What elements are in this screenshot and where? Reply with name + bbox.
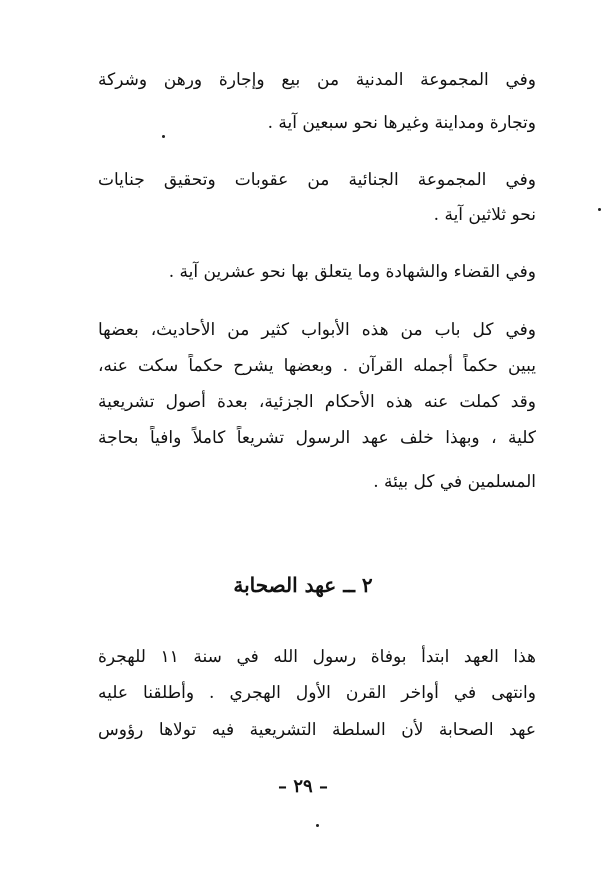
paragraph-2-line-1: وفي المجموعة الجنائية من عقوبات وتحقيق جنايات xyxy=(98,170,536,190)
paragraph-4-line-3: وقد كملت عنه هذه الأحكام الجزئية، بعدة أصول تشريعية xyxy=(98,392,536,412)
page-number: – ٢٩ – xyxy=(278,776,328,797)
section-heading: ٢ ــ عهد الصحابة xyxy=(233,573,373,597)
scan-speck xyxy=(162,135,165,138)
paragraph-4-line-2: يبين حكماً أجمله القرآن . وبعضها يشرح حكماً سكت عنه، xyxy=(98,356,536,376)
section-line-3: عهد الصحابة لأن السلطة التشريعية فيه تولاها رؤوس xyxy=(98,720,536,740)
section-line-2: وانتهى في أواخر القرن الأول الهجري . وأطلقنا عليه xyxy=(98,683,536,703)
paragraph-4-line-5: المسلمين في كل بيئة . xyxy=(373,472,536,492)
scan-speck xyxy=(316,824,319,827)
paragraph-1-line-2: وتجارة ومداينة وغيرها نحو سبعين آية . xyxy=(267,113,536,133)
section-line-1: هذا العهد ابتدأ بوفاة رسول الله في سنة ١١ للهجرة xyxy=(98,647,536,667)
paragraph-1-line-1: وفي المجموعة المدنية من بيع وإجارة ورهن وشركة xyxy=(98,70,536,90)
paragraph-2-line-2: نحو ثلاثين آية . xyxy=(433,205,536,225)
paragraph-4-line-4: كلية ، وبهذا خلف عهد الرسول تشريعاً كاملاً وافياً بحاجة xyxy=(98,428,536,448)
scan-speck xyxy=(598,208,601,211)
paragraph-3-line-1: وفي القضاء والشهادة وما يتعلق بها نحو عشرين آية . xyxy=(168,262,536,282)
paragraph-4-line-1: وفي كل باب من هذه الأبواب كثير من الأحاديث، بعضها xyxy=(98,320,536,340)
